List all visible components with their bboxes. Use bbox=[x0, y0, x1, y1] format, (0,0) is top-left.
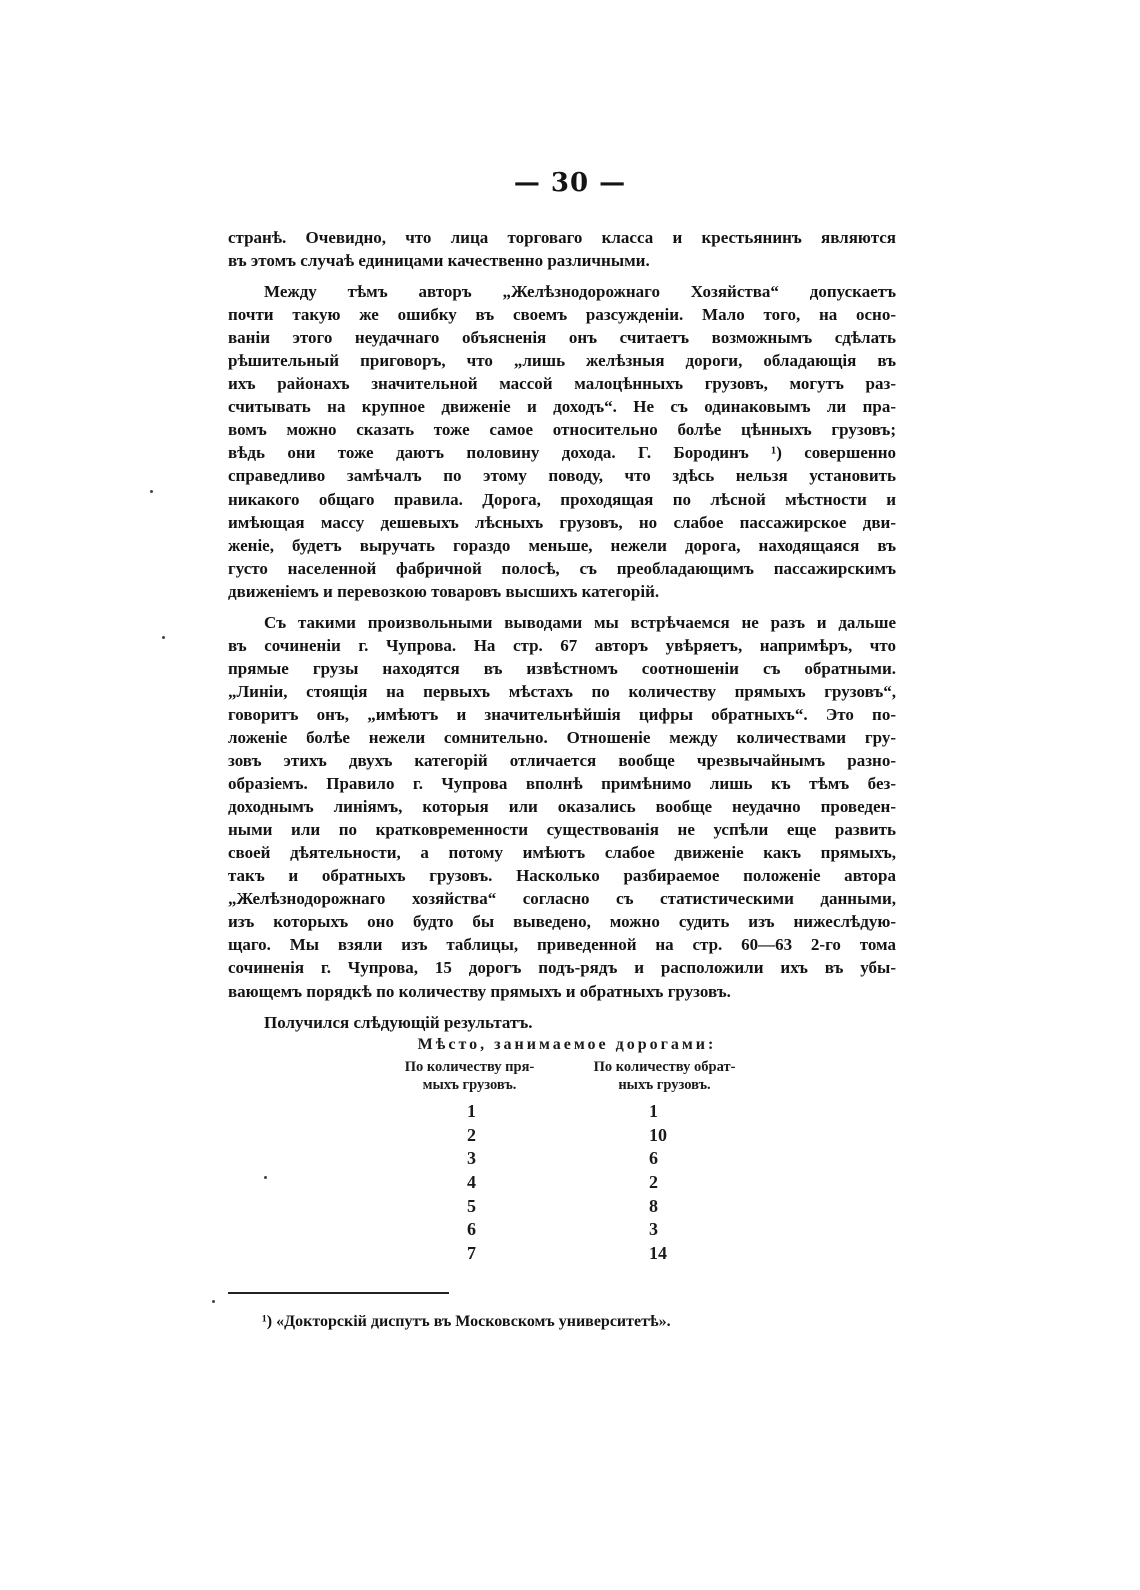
scan-speck bbox=[162, 636, 165, 639]
column-header-direct bbox=[372, 1058, 567, 1094]
table-row bbox=[372, 1195, 762, 1219]
text-line: считывать на крупное движеніе и доходъ“. Не съ одинаковымъ ли пра- bbox=[228, 397, 896, 417]
text-line: изъ которыхъ оно будто бы выведено, можно судить изъ нижеслѣдую- bbox=[228, 912, 896, 932]
column-header-direct-line: мыхъ грузовъ. bbox=[422, 1077, 517, 1093]
text-line: почти такую же ошибку въ своемъ разсужденіи. Мало того, на осно- bbox=[228, 305, 896, 325]
text-line: движеніемъ и перевозкою товаровъ высшихъ категорій. bbox=[228, 581, 660, 601]
text-line: прямые грузы находятся въ извѣстномъ соотношеніи съ обратными. bbox=[228, 658, 896, 678]
table-row bbox=[372, 1242, 762, 1266]
text-line: густо населенной фабричной полосѣ, съ преобладающимъ пассажирскимъ bbox=[228, 558, 896, 578]
text-line: такъ и обратныхъ грузовъ. Насколько разбираемое положеніе автора bbox=[228, 866, 896, 886]
text-line: рѣшительный приговоръ, что „лишь желѣзныя дороги, обладающія въ bbox=[228, 351, 896, 371]
cell-return-rank: 3 bbox=[649, 1219, 658, 1240]
text-line: ложеніе болѣе нежели сомнительно. Отношеніе между количествами гру- bbox=[228, 727, 896, 747]
cell-direct-rank: 7 bbox=[467, 1243, 476, 1264]
text-line: „Желѣзнодорожнаго хозяйства“ согласно съ статистическими данными, bbox=[228, 889, 896, 909]
cell-direct-rank: 2 bbox=[467, 1124, 476, 1145]
cell-direct-rank: 6 bbox=[467, 1219, 476, 1240]
cell-return-rank: 14 bbox=[649, 1243, 667, 1264]
column-header-return-line: ныхъ грузовъ. bbox=[618, 1077, 711, 1093]
text-line: Получился слѣдующій результатъ. bbox=[264, 1012, 533, 1032]
paragraph-gap bbox=[228, 603, 896, 611]
paragraph-gap bbox=[228, 272, 896, 280]
body-text bbox=[228, 226, 896, 1034]
table-body bbox=[372, 1100, 762, 1266]
cell-direct-rank: 4 bbox=[467, 1172, 476, 1193]
paragraph bbox=[228, 611, 896, 1003]
cell-direct-rank: 1 bbox=[467, 1101, 476, 1121]
text-line: Съ такими произвольными выводами мы встрѣчаемся не разъ и дальше bbox=[264, 612, 896, 632]
paragraph bbox=[228, 1011, 896, 1034]
cell-return-rank: 2 bbox=[649, 1172, 658, 1193]
text-line: „Линіи, стоящія на первыхъ мѣстахъ по количеству прямыхъ грузовъ“, bbox=[228, 681, 896, 701]
cell-return-rank: 1 bbox=[649, 1101, 658, 1121]
placement-table bbox=[372, 1036, 762, 1266]
text-line: ными или по кратковременности существованія не успѣли еще развить bbox=[228, 820, 896, 840]
column-header-direct-line: По количеству пря- bbox=[404, 1059, 535, 1075]
text-line: образіемъ. Правило г. Чупрова вполнѣ примѣнимо лишь къ тѣмъ без- bbox=[228, 774, 896, 794]
table-header-row bbox=[372, 1058, 762, 1094]
cell-return-rank: 6 bbox=[649, 1148, 658, 1169]
footnote: ¹) «Докторскій диспутъ въ Московскомъ университетѣ». bbox=[262, 1313, 671, 1330]
column-header-return bbox=[567, 1058, 762, 1094]
cell-return-rank: 8 bbox=[649, 1195, 658, 1216]
text-line: справедливо замѣчалъ по этому поводу, что здѣсь нельзя установить bbox=[228, 466, 896, 486]
text-line: вающемъ порядкѣ по количеству прямыхъ и обратныхъ грузовъ. bbox=[228, 981, 731, 1001]
scan-speck bbox=[264, 1176, 267, 1179]
cell-direct-rank: 3 bbox=[467, 1148, 476, 1169]
text-line: странѣ. Очевидно, что лица торговаго класса и крестьянинъ являются bbox=[228, 228, 896, 247]
text-line: женіе, будетъ выручать гораздо меньше, нежели дорога, находящаяся въ bbox=[228, 535, 896, 555]
column-header-return-line: По количеству обрат- bbox=[593, 1059, 736, 1075]
page-number: — 30 — bbox=[513, 168, 627, 198]
footnote-divider bbox=[228, 1292, 449, 1294]
text-line: вомъ можно сказать тоже самое относительно болѣе цѣнныхъ грузовъ; bbox=[228, 420, 896, 440]
table-row bbox=[372, 1124, 762, 1148]
text-line: зовъ этихъ двухъ категорій отличается вообще чрезвычайнымъ разно- bbox=[228, 751, 896, 771]
table-row bbox=[372, 1147, 762, 1171]
text-line: въ этомъ случаѣ единицами качественно различными. bbox=[228, 251, 650, 271]
text-line: сочиненія г. Чупрова, 15 дорогъ подъ-рядъ и расположили ихъ въ убы- bbox=[228, 958, 896, 978]
text-line: ихъ районахъ значительной массой малоцѣнныхъ грузовъ, могутъ раз- bbox=[228, 374, 896, 394]
text-line: въ сочиненіи г. Чупрова. На стр. 67 авторъ увѣряетъ, напримѣръ, что bbox=[228, 635, 896, 655]
text-line: говоритъ онъ, „имѣютъ и значительнѣйшія цифры обратныхъ“. Это по- bbox=[228, 704, 896, 724]
text-line: вѣдь они тоже даютъ половину дохода. Г. Бородинъ ¹) совершенно bbox=[228, 443, 896, 463]
text-line: щаго. Мы взяли изъ таблицы, приведенной на стр. 60—63 2-го тома bbox=[228, 935, 896, 955]
table-row bbox=[372, 1218, 762, 1242]
cell-direct-rank: 5 bbox=[467, 1195, 476, 1216]
text-line: доходнымъ линіямъ, которыя или оказались вообще неудачно проведен- bbox=[228, 797, 896, 817]
table-row bbox=[372, 1100, 762, 1124]
text-line: ваніи этого неудачнаго объясненія онъ считаетъ возможнымъ сдѣлать bbox=[228, 328, 896, 348]
table-row bbox=[372, 1171, 762, 1195]
text-line: Между тѣмъ авторъ „Желѣзнодорожнаго Хозяйства“ допускаетъ bbox=[264, 282, 896, 302]
text-line: никакого общаго правила. Дорога, проходящая по лѣсной мѣстности и bbox=[228, 489, 896, 509]
paragraph bbox=[228, 280, 896, 603]
cell-return-rank: 10 bbox=[649, 1124, 667, 1145]
scan-speck bbox=[212, 1300, 215, 1303]
text-line: имѣющая массу дешевыхъ лѣсныхъ грузовъ, но слабое пассажирское дви- bbox=[228, 512, 896, 532]
scan-speck bbox=[150, 490, 153, 493]
text-line: своей дѣятельности, а потому имѣютъ слабое движеніе какъ прямыхъ, bbox=[228, 843, 896, 863]
paragraph bbox=[228, 226, 896, 272]
table-caption: Мѣсто, занимаемое дорогами: bbox=[417, 1036, 717, 1053]
paragraph-gap bbox=[228, 1003, 896, 1011]
